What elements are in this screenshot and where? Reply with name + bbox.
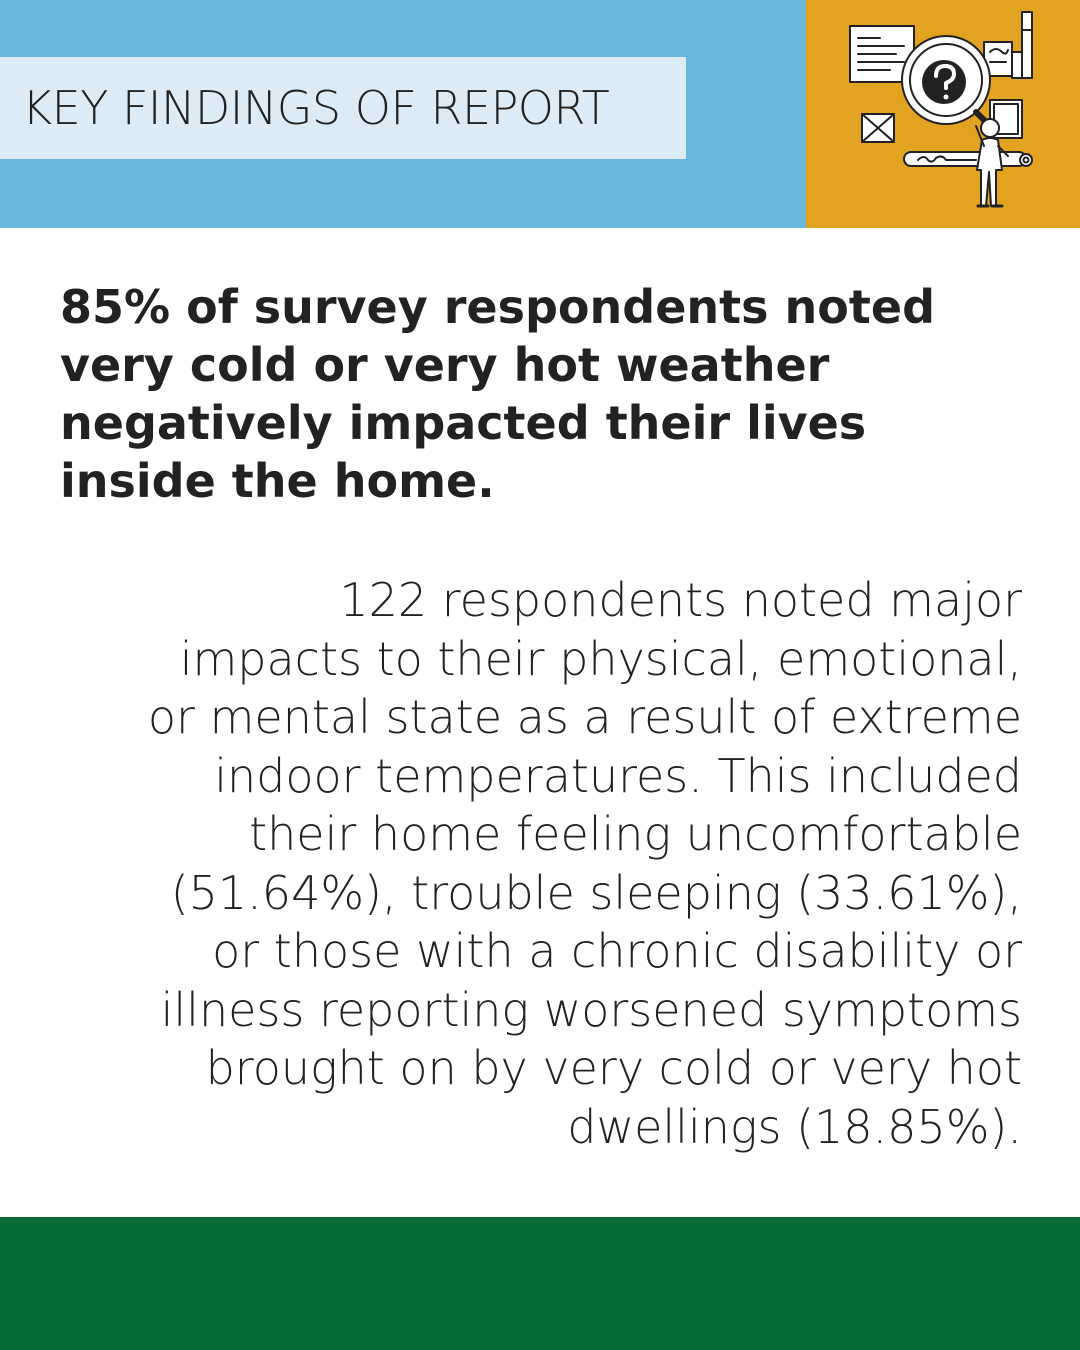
body-line: impacts to their physical, emotional, xyxy=(179,631,1022,686)
envelope-icon xyxy=(862,114,894,142)
illustration-panel xyxy=(806,0,1080,228)
body-line: brought on by very cold or very hot xyxy=(205,1041,1022,1095)
body-line: indoor temperatures. This included xyxy=(214,748,1022,803)
body-line: dwellings (18.85%). xyxy=(567,1099,1022,1154)
headline-line: very cold or very hot weather xyxy=(60,338,830,392)
bar-chart-icon xyxy=(1012,12,1032,78)
title-box xyxy=(0,57,686,159)
body-line: illness reporting worsened symptoms xyxy=(160,982,1022,1037)
headline-line: inside the home. xyxy=(60,454,495,508)
body-line: or mental state as a result of extreme xyxy=(147,690,1022,744)
header-band xyxy=(0,0,806,228)
headline-line: negatively impacted their lives xyxy=(60,396,867,450)
body-paragraph xyxy=(40,571,1022,1156)
body-line: 122 respondents noted major xyxy=(339,573,1022,627)
footer-band xyxy=(0,1217,1080,1350)
question-mark-icon xyxy=(922,60,966,104)
headline xyxy=(60,278,1000,510)
page-title: KEY FINDINGS OF REPORT xyxy=(22,81,610,135)
headline-line: 85% of survey respondents noted xyxy=(60,280,936,334)
body-line: or those with a chronic disability or xyxy=(212,924,1022,978)
body-line: their home feeling uncomfortable xyxy=(249,807,1022,861)
research-illustration xyxy=(806,0,1080,228)
body-line: (51.64%), trouble sleeping (33.61%), xyxy=(170,865,1022,920)
